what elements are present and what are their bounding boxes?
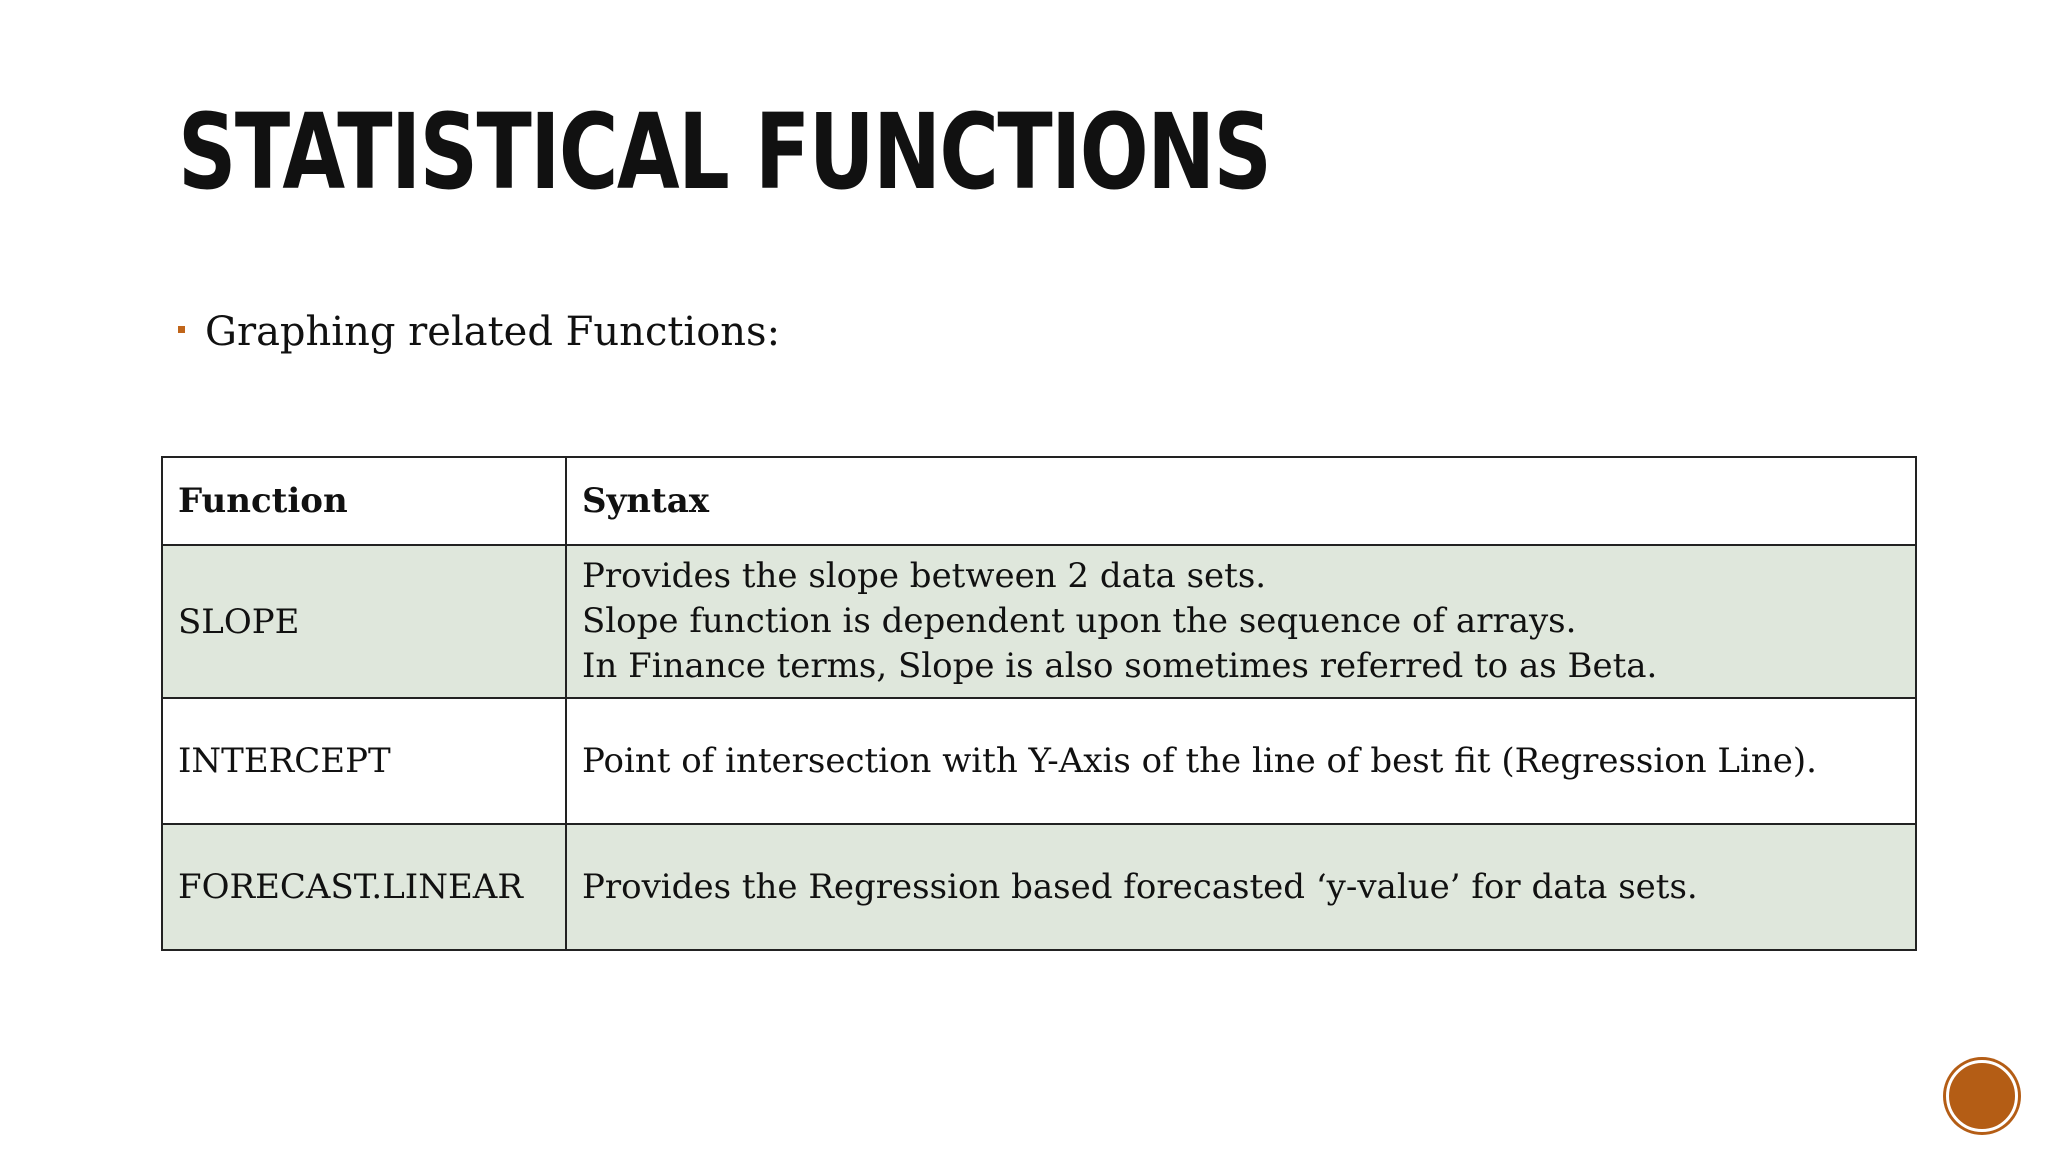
function-cell: INTERCEPT <box>162 698 566 824</box>
syntax-cell <box>566 824 1916 950</box>
syntax-cell <box>566 698 1916 824</box>
table-row <box>162 545 1916 698</box>
function-cell: FORECAST.LINEAR <box>162 824 566 950</box>
square-bullet-icon <box>178 326 185 333</box>
function-cell: SLOPE <box>162 545 566 698</box>
syntax-line: Provides the Regression based forecasted ‘y-value’ for data sets. <box>582 866 1698 907</box>
syntax-line: Point of intersection with Y-Axis of the line of best fit (Regression Line). <box>582 740 1817 781</box>
syntax-line: In Finance terms, Slope is also sometimes referred to as Beta. <box>582 646 1658 686</box>
table-row <box>162 824 1916 950</box>
syntax-line: Slope function is dependent upon the sequence of arrays. <box>582 601 1577 641</box>
bullet-item <box>178 310 780 354</box>
functions-table <box>161 456 1917 951</box>
syntax-line: Provides the slope between 2 data sets. <box>582 556 1267 596</box>
table-header-row <box>162 457 1916 545</box>
syntax-cell <box>566 545 1916 698</box>
header-syntax: Syntax <box>566 457 1916 545</box>
header-function: Function <box>162 457 566 545</box>
slide-title: STATISTICAL FUNCTIONS <box>178 91 1271 213</box>
table-row <box>162 698 1916 824</box>
circle-nav-button-icon[interactable] <box>1946 1060 2018 1132</box>
bullet-text: Graphing related Functions: <box>205 309 781 355</box>
